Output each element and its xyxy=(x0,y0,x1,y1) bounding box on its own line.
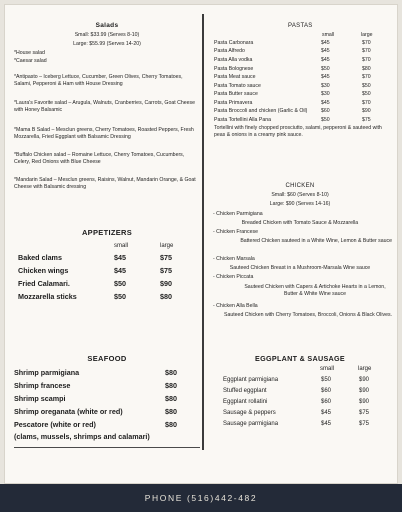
eggplant-large-header: large xyxy=(358,366,372,372)
chicken-dish-name: - Chicken Piccata xyxy=(213,274,254,280)
appetizer-name: Chicken wings xyxy=(18,266,69,275)
seafood-note: (clams, mussels, shrimps and calamari) xyxy=(14,432,150,441)
salads-large-price: Large: $55.99 (Serves 14-20) xyxy=(73,41,141,47)
seafood-price: $80 xyxy=(165,407,177,416)
appetizers-small-header: small xyxy=(114,243,129,249)
pasta-name: Pasta Bolognese xyxy=(214,66,254,72)
eggplant-large-price: $75 xyxy=(359,410,370,416)
eggplant-small-price: $50 xyxy=(321,377,332,383)
pasta-large-price: $70 xyxy=(362,57,371,63)
salad-item: *Buffalo Chicken salad – Romaine Lettuce, Cherry Tomatoes, Cucumbers, Celery, Red Onions with Blue Cheese xyxy=(14,152,185,165)
chicken-dish-name: - Chicken Alla Bella xyxy=(213,303,258,309)
salad-item: *Caesar salad xyxy=(14,58,47,64)
seafood-name: Pescatore (white or red) xyxy=(14,420,96,429)
pasta-small-price: $50 xyxy=(321,66,330,72)
seafood-price: $80 xyxy=(165,420,177,429)
eggplant-title: EGGPLANT & SAUSAGE xyxy=(254,354,346,363)
eggplant-large-price: $90 xyxy=(359,388,370,394)
pasta-small-price: $45 xyxy=(321,100,330,106)
pasta-large-price: $50 xyxy=(362,91,371,97)
salad-item: *Mama B Salad – Mesclun greens, Cherry Tomatoes, Roasted Peppers, Fresh Mozzarella, Fried Eggplant with Balsamic Dressing xyxy=(14,127,194,140)
salad-item: *Mandarin Salad – Mesclun greens, Raisins, Walnut, Mandarin Orange, & Goat Cheese with Balsamic dressing xyxy=(14,177,196,190)
seafood-name: Shrimp francese xyxy=(14,381,71,390)
pasta-tortellini-note: Tortellini with finely chopped prosciutto, salami, pepperoni & sauteed with peas & onions in a creamy pink sauce. xyxy=(214,125,382,138)
eggplant-small-header: small xyxy=(320,366,335,372)
pasta-name: Pasta Carbonara xyxy=(214,40,254,46)
appetizer-large-price: $90 xyxy=(160,279,172,288)
appetizer-small-price: $50 xyxy=(114,279,126,288)
pasta-small-price: $45 xyxy=(321,40,330,46)
chicken-dish-desc: Breaded Chicken with Tomato Sauce & Mozzarella xyxy=(241,220,359,226)
appetizer-name: Baked clams xyxy=(18,253,62,262)
pasta-large-price: $50 xyxy=(362,83,371,89)
eggplant-name: Stuffed eggplant xyxy=(223,388,267,394)
chicken-dish-desc: Sauteed Chicken with Capers & Artichoke Hearts in a Lemon, Butter & White Wine sauce xyxy=(244,284,386,297)
chicken-dish-name: - Chicken Marsala xyxy=(213,256,255,262)
pasta-large-price: $70 xyxy=(362,48,371,54)
pasta-small-price: $45 xyxy=(321,57,330,63)
chicken-dish-desc: Sauteed Chicken Breast in a Mushroom-Marsala Wine sauce xyxy=(229,265,371,271)
pasta-name: Pasta Tomato sauce xyxy=(214,83,261,89)
pasta-small-price: $60 xyxy=(321,108,330,114)
eggplant-name: Eggplant parmigiana xyxy=(223,377,279,383)
eggplant-large-price: $75 xyxy=(359,421,370,427)
chicken-dish-desc: Sauteed Chicken with Cherry Tomatoes, Broccoli, Onions & Black Olives. xyxy=(224,312,392,318)
chicken-dish-name: - Chicken Parmigiana xyxy=(213,211,263,217)
chicken-dish-desc: Battered Chicken sauteed in a White Wine, Lemon & Butter sauce xyxy=(240,238,392,244)
seafood-bottom-rule xyxy=(14,447,200,448)
seafood-title: SEAFOOD xyxy=(87,354,127,363)
pasta-name: Pasta Broccoli and chicken (Garlic & Oil) xyxy=(214,108,308,114)
appetizer-small-price: $45 xyxy=(114,253,126,262)
salad-item: *Laura's Favorite salad – Arugula, Walnuts, Cranberries, Carrots, Goat Cheese with Honey Balsamic xyxy=(14,100,196,113)
appetizers-title: APPETIZERS xyxy=(81,228,133,237)
pastas-title: PASTAS xyxy=(288,23,313,29)
eggplant-large-price: $90 xyxy=(359,377,370,383)
seafood-name: Shrimp scampi xyxy=(14,394,66,403)
salads-title: Salads xyxy=(95,22,119,29)
chicken-title: CHICKEN xyxy=(285,183,315,189)
pasta-name: Pasta Tortellini Alla Pana xyxy=(214,117,271,123)
seafood-price: $80 xyxy=(165,368,177,377)
appetizer-name: Fried Calamari. xyxy=(18,279,70,288)
seafood-price: $80 xyxy=(165,381,177,390)
appetizer-large-price: $75 xyxy=(160,266,172,275)
pasta-small-price: $45 xyxy=(321,74,330,80)
salads-small-price: Small: $33.99 (Serves 8-10) xyxy=(74,32,140,38)
chicken-large-price: Large: $90 (Serves 14-16) xyxy=(269,201,331,207)
appetizer-name: Mozzarella sticks xyxy=(18,292,77,301)
pasta-name: Pasta Butter sauce xyxy=(214,91,258,97)
pasta-large-price: $90 xyxy=(362,108,371,114)
appetizer-small-price: $45 xyxy=(114,266,126,275)
center-divider xyxy=(202,14,204,450)
eggplant-large-price: $90 xyxy=(359,399,370,405)
eggplant-small-price: $45 xyxy=(321,421,332,427)
pastas-large-header: large xyxy=(361,32,373,38)
appetizer-small-price: $50 xyxy=(114,292,126,301)
pasta-large-price: $70 xyxy=(362,100,371,106)
pasta-small-price: $45 xyxy=(321,48,330,54)
pasta-large-price: $75 xyxy=(362,117,371,123)
pasta-name: Pasta Alla vodka xyxy=(214,57,253,63)
eggplant-small-price: $60 xyxy=(321,388,332,394)
chicken-dish-name: - Chicken Francese xyxy=(213,229,258,235)
salad-item: *Antipasto – Iceberg Lettuce, Cucumber, Green Olives, Cherry Tomatoes, Salami, Pepperoni & Ham with House Dressing xyxy=(14,74,183,87)
appetizers-large-header: large xyxy=(160,243,174,249)
footer-phone: PHONE (516)442-482 xyxy=(144,493,258,503)
pasta-small-price: $50 xyxy=(321,117,330,123)
pasta-name: Pasta Primavera xyxy=(214,100,253,106)
salad-item: *House salad xyxy=(14,50,45,56)
eggplant-small-price: $45 xyxy=(321,410,332,416)
pasta-small-price: $30 xyxy=(321,91,330,97)
eggplant-name: Sausage parmigiana xyxy=(223,421,279,427)
eggplant-name: Sausage & peppers xyxy=(223,410,276,416)
pastas-small-header: small xyxy=(322,32,335,38)
seafood-name: Shrimp oreganata (white or red) xyxy=(14,407,123,416)
pasta-large-price: $70 xyxy=(362,40,371,46)
pasta-small-price: $30 xyxy=(321,83,330,89)
appetizer-large-price: $75 xyxy=(160,253,172,262)
pasta-large-price: $70 xyxy=(362,74,371,80)
chicken-small-price: Small: $60 (Serves 8-10) xyxy=(271,192,329,198)
pasta-name: Pasta Meat sauce xyxy=(214,74,256,80)
footer-bar xyxy=(0,484,402,512)
appetizer-large-price: $80 xyxy=(160,292,172,301)
pasta-large-price: $80 xyxy=(362,66,371,72)
eggplant-small-price: $60 xyxy=(321,399,332,405)
seafood-name: Shrimp parmigiana xyxy=(14,368,80,377)
seafood-price: $80 xyxy=(165,394,177,403)
pasta-name: Pasta Alfredo xyxy=(214,48,245,54)
eggplant-name: Eggplant rollatini xyxy=(223,399,268,405)
